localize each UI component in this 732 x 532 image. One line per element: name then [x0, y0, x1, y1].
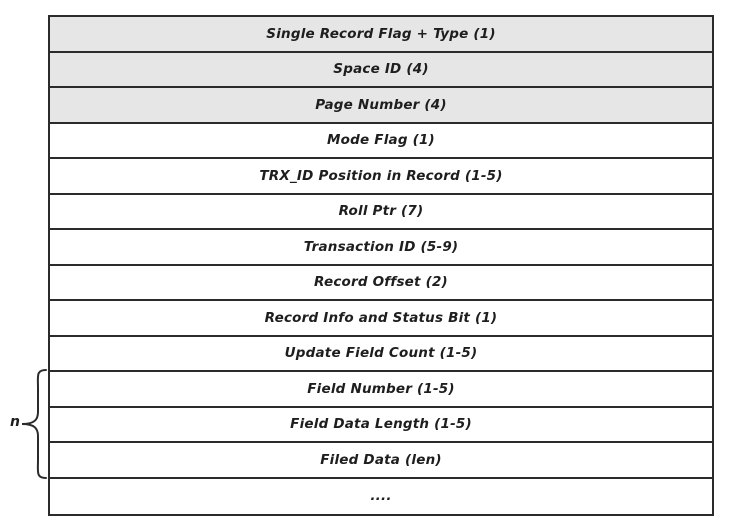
field-row-4: TRX_ID Position in Record (1-5): [50, 159, 712, 195]
field-row-9: Update Field Count (1-5): [50, 337, 712, 373]
field-row-8: Record Info and Status Bit (1): [50, 301, 712, 337]
field-row-12: Filed Data (len): [50, 443, 712, 479]
field-row-7: Record Offset (2): [50, 266, 712, 302]
field-row-10: Field Number (1-5): [50, 372, 712, 408]
field-row-5: Roll Ptr (7): [50, 195, 712, 231]
field-row-2: Page Number (4): [50, 88, 712, 124]
field-row-11: Field Data Length (1-5): [50, 408, 712, 444]
record-format-table: [48, 15, 714, 516]
repeat-group-brace: [0, 368, 48, 480]
field-row-6: Transaction ID (5-9): [50, 230, 712, 266]
field-row-ellipsis: ....: [50, 479, 712, 515]
curly-brace-icon: [18, 368, 48, 480]
field-row-3: Mode Flag (1): [50, 124, 712, 160]
repeat-count-label: n: [10, 414, 20, 430]
field-row-0: Single Record Flag + Type (1): [50, 17, 712, 53]
field-row-1: Space ID (4): [50, 53, 712, 89]
